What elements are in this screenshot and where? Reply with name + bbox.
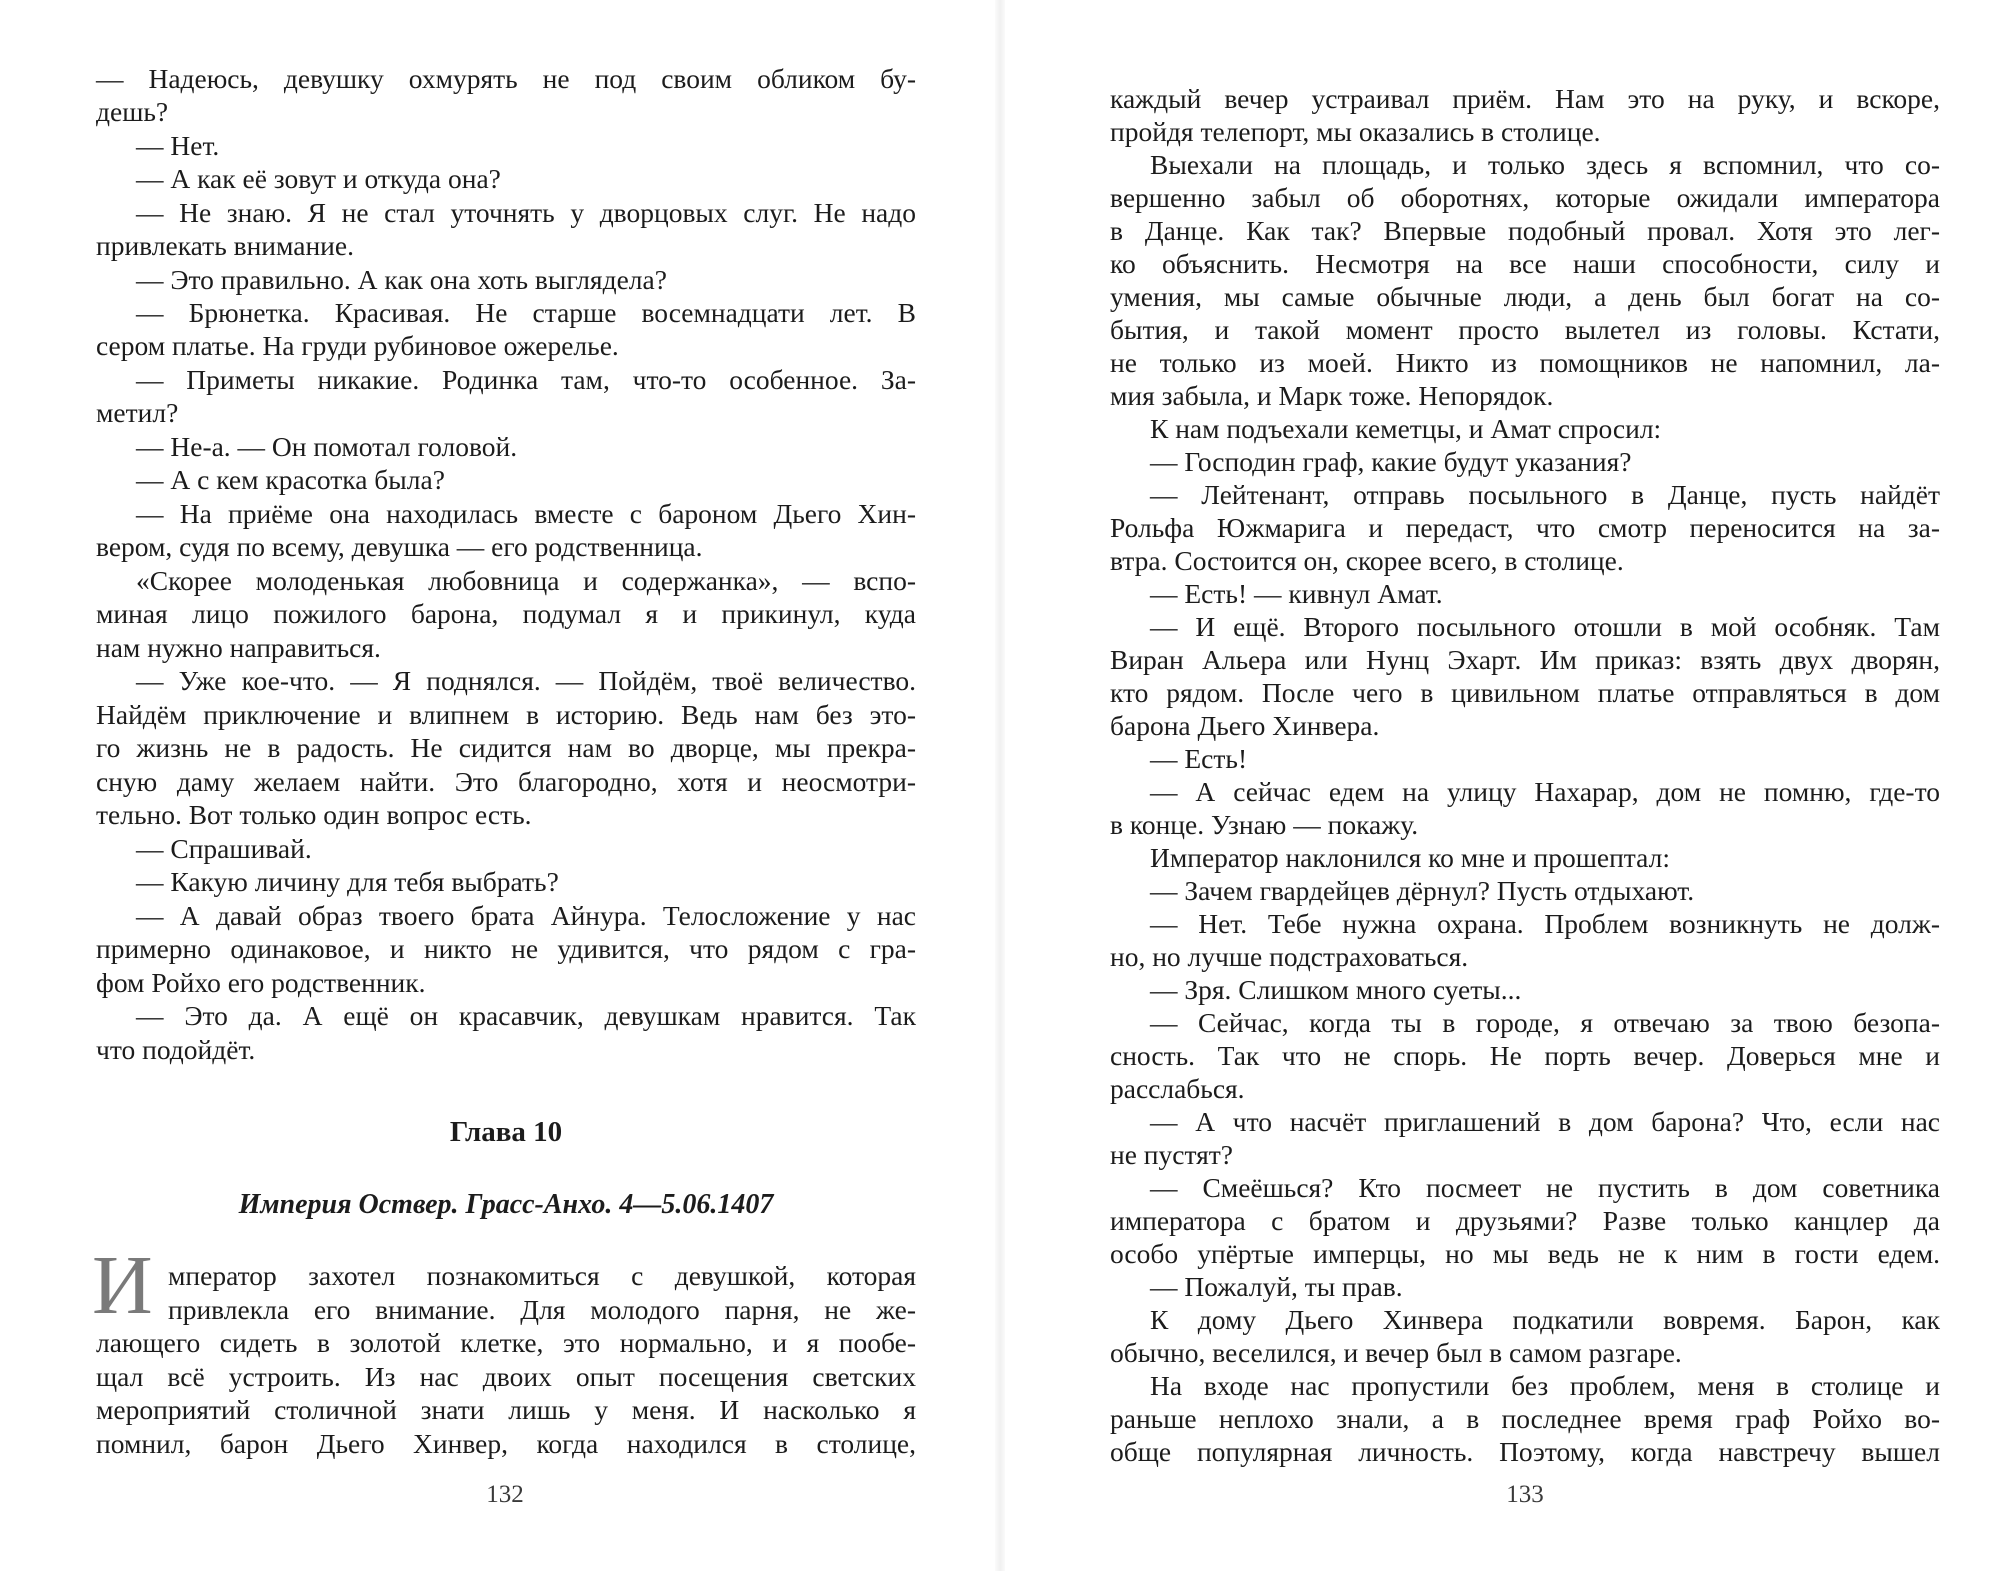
- text-line: На входе нас пропустили без проблем, меня в столице и: [1150, 1370, 1940, 1401]
- text-line: мероприятий столичной знати лишь у меня. И насколько я: [96, 1394, 916, 1425]
- text-line: в Данце. Как так? Впервые подобный провал. Хотя это лег-: [1110, 215, 1940, 246]
- text-line: Выехали на площадь, и только здесь я вспомнил, что со-: [1150, 149, 1940, 180]
- text-line: мия забыла, и Марк тоже. Непорядок.: [1110, 380, 1554, 411]
- page-number: 132: [486, 1481, 524, 1508]
- text-line: барона Дьего Хинвера.: [1110, 710, 1380, 741]
- text-line: — Приметы никакие. Родинка там, что-то особенное. За-: [136, 364, 916, 395]
- text-line: — Не-а. — Он помотал головой.: [136, 431, 518, 462]
- text-line: — Уже кое-что. — Я поднялся. — Пойдём, твоё величество.: [136, 665, 916, 696]
- text-line: не пустят?: [1110, 1139, 1233, 1170]
- text-line: мператор захотел познакомиться с девушкой, которая: [168, 1260, 916, 1291]
- text-line: — Лейтенант, отправь посыльного в Данце, пусть найдёт: [1150, 479, 1940, 510]
- text-line: — А как её зовут и откуда она?: [136, 163, 501, 194]
- text-line: — И ещё. Второго посыльного отошли в мой особняк. Там: [1150, 611, 1940, 642]
- text-line: — Пожалуй, ты прав.: [1150, 1271, 1403, 1302]
- text-line: но, но лучше подстраховаться.: [1110, 941, 1469, 972]
- text-line: метил?: [96, 397, 179, 428]
- text-line: — Есть! — кивнул Амат.: [1150, 578, 1443, 609]
- text-line: К дому Дьего Хинвера подкатили вовремя. Барон, как: [1150, 1304, 1940, 1335]
- text-line: императора с братом и друзьями? Разве только канцлер да: [1110, 1205, 1940, 1236]
- text-line: — А давай образ твоего брата Айнура. Телосложение у нас: [136, 900, 916, 931]
- text-line: расслабься.: [1110, 1073, 1245, 1104]
- text-line: каждый вечер устраивал приём. Нам это на руку, и вскоре,: [1110, 83, 1940, 114]
- text-line: в конце. Узнаю — покажу.: [1110, 809, 1419, 840]
- text-line: особо упёртые имперцы, но мы ведь не к ним в гости едем.: [1110, 1238, 1940, 1269]
- text-line: — Есть!: [1150, 743, 1248, 774]
- text-line: го жизнь не в радость. Не сидится нам во дворце, мы прекра-: [96, 732, 916, 763]
- chapter-title: Глава 10: [449, 1116, 563, 1148]
- text-line: обще популярная личность. Поэтому, когда навстречу вышел: [1110, 1436, 1940, 1467]
- text-line: щал всё устроить. Из нас двоих опыт посещения светских: [96, 1361, 916, 1392]
- text-line: — Господин граф, какие будут указания?: [1150, 446, 1632, 477]
- text-line: — Спрашивай.: [136, 833, 312, 864]
- text-line: фом Ройхо его родственник.: [96, 967, 426, 998]
- text-line: сность. Так что не спорь. Не порть вечер. Доверься мне и: [1110, 1040, 1940, 1071]
- text-line: помнил, барон Дьего Хинвер, когда находился в столице,: [96, 1428, 916, 1459]
- text-line: миная лицо пожилого барона, подумал я и прикинул, куда: [96, 598, 916, 629]
- text-line: что подойдёт.: [96, 1034, 256, 1065]
- text-line: лающего сидеть в золотой клетке, это нормально, и я пообе-: [96, 1327, 916, 1358]
- text-line: — Нет. Тебе нужна охрана. Проблем возникнуть не долж-: [1150, 908, 1940, 939]
- text-line: примерно одинаковое, и никто не удивится, что рядом с гра-: [96, 933, 916, 964]
- text-line: привлекла его внимание. Для молодого парня, не же-: [168, 1294, 916, 1325]
- text-line: — А что насчёт приглашений в дом барона? Что, если нас: [1150, 1106, 1940, 1137]
- text-line: привлекать внимание.: [96, 230, 354, 261]
- text-line: — Какую личину для тебя выбрать?: [136, 866, 559, 897]
- text-line: — Зачем гвардейцев дёрнул? Пусть отдыхают.: [1150, 875, 1695, 906]
- text-line: — Не знаю. Я не стал уточнять у дворцовых слуг. Не надо: [136, 197, 916, 228]
- text-line: — На приёме она находилась вместе с бароном Дьего Хин-: [136, 498, 916, 529]
- text-line: — Сейчас, когда ты в городе, я отвечаю за твою безопа-: [1150, 1007, 1940, 1038]
- text-line: тельно. Вот только один вопрос есть.: [96, 799, 532, 830]
- text-line: умения, мы самые обычные люди, а день был богат на со-: [1110, 281, 1940, 312]
- text-line: — Это да. А ещё он красавчик, девушкам нравится. Так: [136, 1000, 916, 1031]
- text-line: раньше неплохо знали, а в последнее время граф Ройхо во-: [1110, 1403, 1940, 1434]
- text-line: обычно, веселился, и вечер был в самом разгаре.: [1110, 1337, 1682, 1368]
- text-line: Император наклонился ко мне и прошептал:: [1150, 842, 1670, 873]
- page-number: 133: [1506, 1481, 1544, 1508]
- text-line: нам нужно направиться.: [96, 632, 381, 663]
- text-line: вером, судя по всему, девушка — его родственница.: [96, 531, 703, 562]
- text-line: — Это правильно. А как она хоть выглядела?: [136, 264, 667, 295]
- text-line: — А сейчас едем на улицу Нахарар, дом не помню, где-то: [1150, 776, 1940, 807]
- chapter-subtitle: Империя Оствер. Грасс-Анхо. 4—5.06.1407: [238, 1189, 774, 1220]
- text-line: — Зря. Слишком много суеты...: [1150, 974, 1522, 1005]
- drop-cap: И: [92, 1239, 153, 1332]
- text-line: Виран Альера или Нунц Эхарт. Им приказ: взять двух дворян,: [1110, 644, 1940, 675]
- text-line: не только из моей. Никто из помощников не напомнил, ла-: [1110, 347, 1940, 378]
- text-line: дешь?: [96, 96, 169, 127]
- text-line: пройдя телепорт, мы оказались в столице.: [1110, 116, 1601, 147]
- text-line: К нам подъехали кеметцы, и Амат спросил:: [1150, 413, 1662, 444]
- text-line: — Брюнетка. Красивая. Не старше восемнадцати лет. В: [136, 297, 916, 328]
- text-line: Рольфа Южмарига и передаст, что смотр переносится на за-: [1110, 512, 1940, 543]
- text-line: — Надеюсь, девушку охмурять не под своим обликом бу-: [96, 63, 916, 94]
- text-line: «Скорее молоденькая любовница и содержанка», — вспо-: [136, 565, 916, 596]
- text-line: ко объяснить. Несмотря на все наши способности, силу и: [1110, 248, 1940, 279]
- text-line: втра. Состоится он, скорее всего, в столице.: [1110, 545, 1624, 576]
- text-line: — Нет.: [136, 130, 220, 161]
- text-line: Найдём приключение и влипнем в историю. Ведь нам без это-: [96, 699, 916, 730]
- text-line: сером платье. На груди рубиновое ожерелье.: [96, 330, 619, 361]
- text-line: кто рядом. После чего в цивильном платье отправляться в дом: [1110, 677, 1940, 708]
- text-line: — Смеёшься? Кто посмеет не пустить в дом советника: [1150, 1172, 1940, 1203]
- text-line: сную даму желаем найти. Это благородно, хотя и неосмотри-: [96, 766, 916, 797]
- text-line: вершенно забыл об оборотнях, которые ожидали императора: [1110, 182, 1940, 213]
- text-line: бытия, и такой момент просто вылетел из головы. Кстати,: [1110, 314, 1940, 345]
- text-line: — А с кем красотка была?: [136, 464, 445, 495]
